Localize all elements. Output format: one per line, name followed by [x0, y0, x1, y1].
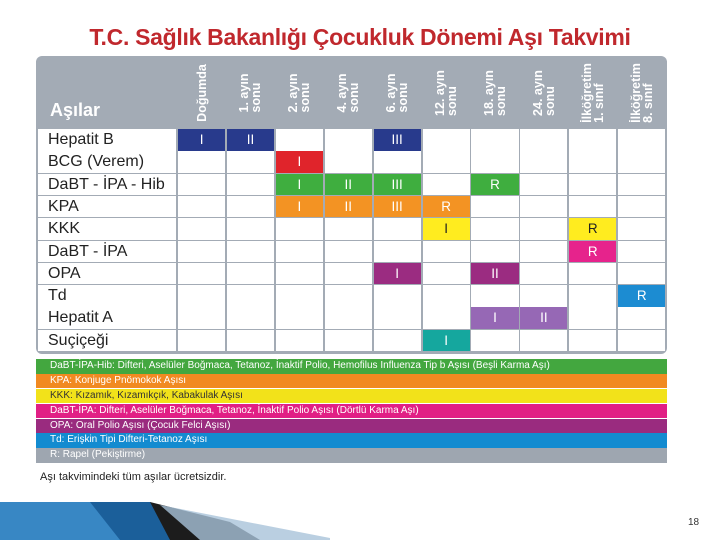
dose-cell: I: [276, 151, 323, 173]
empty-cell: [178, 263, 225, 285]
dose-cell: II: [471, 263, 518, 285]
empty-cell: [618, 196, 665, 218]
column-header: [618, 58, 665, 127]
dose-cell: II: [227, 129, 274, 151]
dose-cell: I: [276, 196, 323, 218]
vaccine-name: DaBT - İPA - Hib: [38, 174, 176, 196]
empty-cell: [618, 151, 665, 173]
footnote: Aşı takvimindeki tüm aşılar ücretsizdir.: [40, 471, 227, 483]
column-header-label: 6. ayın sonu: [384, 73, 411, 112]
empty-cell: [325, 330, 372, 352]
legend-item: DaBT-İPA: Difteri, Aselüler Boğmaca, Tetanoz, İnaktif Polio Aşısı (Dörtlü Karma Aşı): [36, 404, 667, 419]
empty-cell: [276, 129, 323, 151]
column-header-label: 12. ayın sonu: [433, 69, 460, 116]
empty-cell: [325, 263, 372, 285]
dose-cell: II: [325, 174, 372, 196]
empty-cell: [227, 174, 274, 196]
empty-cell: [520, 174, 567, 196]
legend-item: DaBT-İPA-Hib: Difteri, Aselüler Boğmaca, Tetanoz, İnaktif Polio, Hemofilus Influenza Tip b Aşısı (Beşli Karma Aşı): [36, 359, 667, 374]
empty-cell: [227, 196, 274, 218]
empty-cell: [374, 330, 421, 352]
empty-cell: [325, 285, 372, 307]
dose-cell: I: [423, 218, 470, 240]
empty-cell: [276, 218, 323, 240]
legend-item: Td: Erişkin Tipi Difteri-Tetanoz Aşısı: [36, 433, 667, 448]
empty-cell: [618, 263, 665, 285]
dose-cell: I: [276, 174, 323, 196]
empty-cell: [569, 174, 616, 196]
empty-cell: [374, 241, 421, 263]
empty-cell: [276, 307, 323, 329]
vaccine-schedule-table: [36, 56, 667, 354]
empty-cell: [569, 129, 616, 151]
empty-cell: [374, 307, 421, 329]
empty-cell: [178, 174, 225, 196]
empty-cell: [520, 196, 567, 218]
empty-cell: [178, 307, 225, 329]
column-header-label: İlköğretim 1. sınıf: [579, 62, 606, 123]
dose-cell: R: [569, 241, 616, 263]
empty-cell: [520, 285, 567, 307]
empty-cell: [374, 151, 421, 173]
empty-cell: [325, 129, 372, 151]
column-header-label: 4. ayın sonu: [335, 73, 362, 112]
column-header: [178, 58, 225, 127]
empty-cell: [569, 196, 616, 218]
vaccines-column-header: Aşılar: [50, 100, 101, 120]
dose-cell: R: [471, 174, 518, 196]
dose-cell: I: [374, 263, 421, 285]
dose-cell: III: [374, 196, 421, 218]
empty-cell: [178, 218, 225, 240]
dose-cell: II: [325, 196, 372, 218]
empty-cell: [227, 307, 274, 329]
empty-cell: [618, 330, 665, 352]
empty-cell: [423, 285, 470, 307]
empty-cell: [618, 174, 665, 196]
column-header: [227, 58, 274, 127]
column-header: [374, 58, 421, 127]
empty-cell: [520, 330, 567, 352]
vaccine-name: DaBT - İPA: [38, 241, 176, 263]
dose-cell: III: [374, 174, 421, 196]
vaccine-name: KPA: [38, 196, 176, 218]
empty-cell: [325, 151, 372, 173]
empty-cell: [374, 218, 421, 240]
column-header-label: Doğumda: [194, 63, 209, 122]
empty-cell: [569, 285, 616, 307]
empty-cell: [227, 218, 274, 240]
empty-cell: [227, 330, 274, 352]
empty-cell: [618, 307, 665, 329]
page-title: T.C. Sağlık Bakanlığı Çocukluk Dönemi Aşı Takvimi: [89, 24, 631, 50]
empty-cell: [227, 151, 274, 173]
decorative-wave-graphic: [0, 500, 360, 540]
empty-cell: [276, 330, 323, 352]
column-header-label: 2. ayın sonu: [286, 73, 313, 112]
column-header-label: 1. ayın sonu: [237, 73, 264, 112]
vaccine-name: Suçiçeği: [38, 330, 176, 352]
empty-cell: [423, 151, 470, 173]
empty-cell: [471, 330, 518, 352]
vaccine-name: Hepatit B: [38, 129, 176, 151]
column-header: [569, 58, 616, 127]
page-number: 18: [688, 517, 700, 528]
empty-cell: [423, 263, 470, 285]
dose-cell: R: [423, 196, 470, 218]
legend: [36, 359, 667, 463]
column-header-label: 24. ayın sonu: [530, 69, 557, 116]
empty-cell: [569, 307, 616, 329]
dose-cell: I: [423, 330, 470, 352]
vaccine-name: OPA: [38, 263, 176, 285]
empty-cell: [178, 196, 225, 218]
empty-cell: [178, 151, 225, 173]
empty-cell: [618, 218, 665, 240]
empty-cell: [569, 330, 616, 352]
empty-cell: [178, 330, 225, 352]
empty-cell: [227, 241, 274, 263]
empty-cell: [471, 151, 518, 173]
column-header: [325, 58, 372, 127]
empty-cell: [276, 285, 323, 307]
empty-cell: [227, 285, 274, 307]
empty-cell: [178, 241, 225, 263]
empty-cell: [471, 241, 518, 263]
vaccine-name: Td: [38, 285, 176, 307]
column-header-label: 18. ayın sonu: [481, 69, 508, 116]
empty-cell: [569, 151, 616, 173]
vaccine-name: BCG (Verem): [38, 151, 176, 173]
empty-cell: [178, 285, 225, 307]
column-header-label: İlköğretim 8. sınıf: [628, 62, 655, 123]
empty-cell: [471, 129, 518, 151]
empty-cell: [423, 129, 470, 151]
column-header: [276, 58, 323, 127]
empty-cell: [520, 129, 567, 151]
empty-cell: [423, 174, 470, 196]
empty-cell: [569, 263, 616, 285]
empty-cell: [471, 285, 518, 307]
empty-cell: [276, 241, 323, 263]
dose-cell: R: [569, 218, 616, 240]
column-header: [520, 58, 567, 127]
empty-cell: [520, 218, 567, 240]
empty-cell: [520, 241, 567, 263]
empty-cell: [471, 196, 518, 218]
legend-item: KPA: Konjuge Pnömokok Aşısı: [36, 374, 667, 389]
empty-cell: [325, 241, 372, 263]
column-header: [471, 58, 518, 127]
empty-cell: [325, 307, 372, 329]
dose-cell: I: [471, 307, 518, 329]
dose-cell: III: [374, 129, 421, 151]
vaccine-name: KKK: [38, 218, 176, 240]
legend-item: OPA: Oral Polio Aşısı (Çocuk Felci Aşısı): [36, 419, 667, 434]
empty-cell: [618, 241, 665, 263]
vaccine-name: Hepatit A: [38, 307, 176, 329]
empty-cell: [227, 263, 274, 285]
legend-item: R: Rapel (Pekiştirme): [36, 448, 667, 463]
empty-cell: [471, 218, 518, 240]
empty-cell: [520, 263, 567, 285]
dose-cell: R: [618, 285, 665, 307]
empty-cell: [325, 218, 372, 240]
empty-cell: [374, 285, 421, 307]
empty-cell: [423, 241, 470, 263]
empty-cell: [618, 129, 665, 151]
legend-item: KKK: Kızamık, Kızamıkçık, Kabakulak Aşısı: [36, 389, 667, 404]
dose-cell: II: [520, 307, 567, 329]
dose-cell: I: [178, 129, 225, 151]
empty-cell: [276, 263, 323, 285]
empty-cell: [423, 307, 470, 329]
empty-cell: [520, 151, 567, 173]
column-header: [423, 58, 470, 127]
